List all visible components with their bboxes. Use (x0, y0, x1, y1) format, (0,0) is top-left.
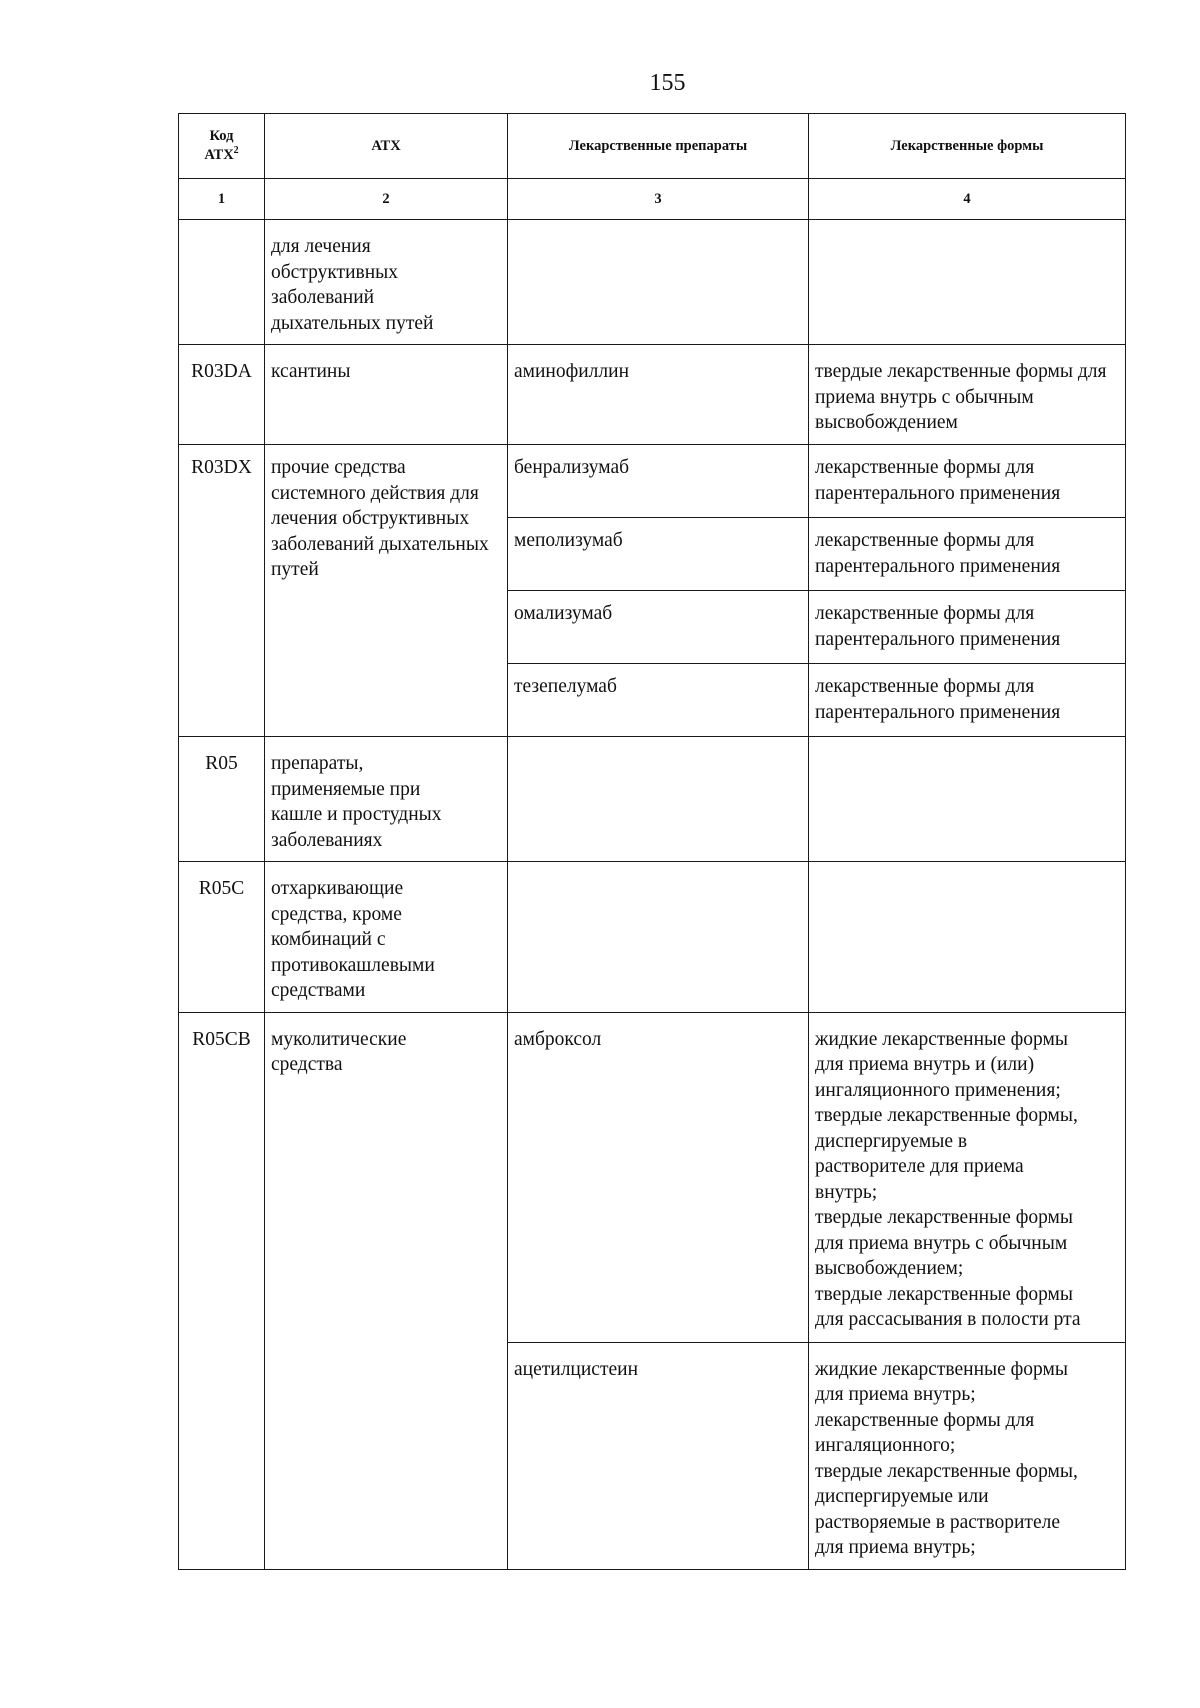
row-form (809, 220, 1126, 345)
column-number-row (179, 179, 1126, 220)
table-row (179, 862, 1126, 1013)
atx-drug-table (178, 113, 1126, 1570)
column-number-1: 1 (179, 179, 265, 220)
row-form: лекарственные формы для парентерального применения (809, 664, 1126, 737)
row-form: жидкие лекарственные формы для приема внутрь; лекарственные формы для ингаляционного; твердые лекарственные формы, диспергируемые или растворяемые в растворителе для приема внутрь; (809, 1342, 1126, 1569)
row-code: R05 (179, 737, 265, 862)
table-row (179, 345, 1126, 445)
row-form: лекарственные формы для парентерального применения (809, 591, 1126, 664)
header-code (179, 114, 265, 179)
table-row (179, 445, 1126, 518)
row-atx: прочие средства системного действия для лечения обструктивных заболеваний дыхательных путей (265, 445, 508, 737)
table-row (179, 737, 1126, 862)
row-drug: тезепелумаб (508, 664, 809, 737)
row-drug: амброксол (508, 1012, 809, 1342)
row-code: R05C (179, 862, 265, 1013)
row-drug (508, 220, 809, 345)
row-drug: ацетилцистеин (508, 1342, 809, 1569)
row-atx: ксантины (265, 345, 508, 445)
row-code: R03DA (179, 345, 265, 445)
row-drug: бенрализумаб (508, 445, 809, 518)
header-code-label: Код (209, 128, 234, 144)
row-form (809, 862, 1126, 1013)
row-code: R03DX (179, 445, 265, 737)
row-atx: отхаркивающие средства, кроме комбинаций с противокашлевыми средствами (265, 862, 508, 1013)
table-header-row (179, 114, 1126, 179)
row-drug: омализумаб (508, 591, 809, 664)
row-drug: аминофиллин (508, 345, 809, 445)
row-form: твердые лекарственные формы для приема внутрь с обычным высвобождением (809, 345, 1126, 445)
header-atx: АТХ (265, 114, 508, 179)
header-code-footnote: 2 (233, 145, 239, 157)
row-atx: препараты, применяемые при кашле и простудных заболеваниях (265, 737, 508, 862)
row-form (809, 737, 1126, 862)
row-drug (508, 737, 809, 862)
column-number-2: 2 (265, 179, 508, 220)
header-code-label-2: АТХ (204, 147, 234, 163)
row-code: R05CB (179, 1012, 265, 1569)
header-drugs: Лекарственные препараты (508, 114, 809, 179)
header-forms: Лекарственные формы (809, 114, 1126, 179)
table-row (179, 220, 1126, 345)
row-atx: для лечения обструктивных заболеваний дыхательных путей (265, 220, 508, 345)
column-number-4: 4 (809, 179, 1126, 220)
row-form: жидкие лекарственные формы для приема внутрь и (или) ингаляционного применения; твердые лекарственные формы, диспергируемые в растворителе для приема внутрь; твердые лекарственные формы для приема внутрь с обычным высвобождением; твердые лекарственные формы для рассасывания в полости рта (809, 1012, 1126, 1342)
row-atx: муколитические средства (265, 1012, 508, 1569)
row-code (179, 220, 265, 345)
row-form: лекарственные формы для парентерального применения (809, 445, 1126, 518)
page-number: 155 (649, 70, 686, 96)
row-form: лекарственные формы для парентерального применения (809, 518, 1126, 591)
table-row (179, 1012, 1126, 1342)
row-drug: меполизумаб (508, 518, 809, 591)
row-drug (508, 862, 809, 1013)
column-number-3: 3 (508, 179, 809, 220)
